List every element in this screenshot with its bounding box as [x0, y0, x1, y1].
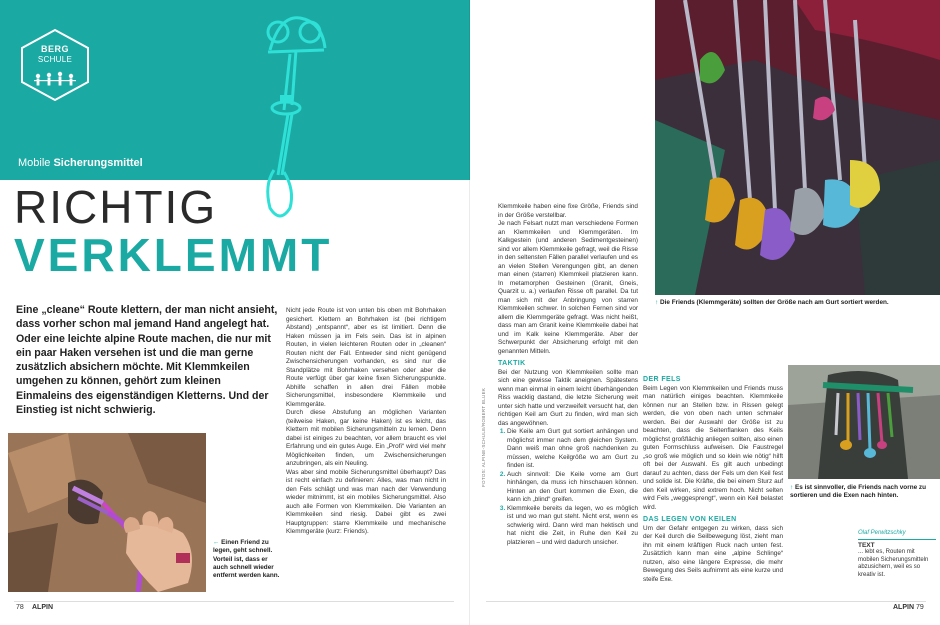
- body-column-2: [498, 203, 638, 547]
- section-heading-legen: DAS LEGEN VON KEILEN: [643, 516, 737, 523]
- caption-harness: ↑ Es ist sinnvoller, die Friends nach vorne zu sortieren und die Exen nach hinten.: [790, 484, 927, 500]
- photo-harness-gear: [788, 365, 940, 479]
- list-item: 1. Die Keile am Gurt gut sortiert anhängen und möglichst immer nach dem gleichen System. Dann weiß man ohne groß nachdenken zu müssen, welche Keilgröße wo am Gurt zu finden ist.: [507, 428, 638, 471]
- badge-line1: BERG: [40, 44, 69, 54]
- lead-paragraph: Eine „cleane“ Route klettern, der man nicht ansieht, dass vorher schon mal jemand Hand angelegt hat. Oder eine leichte alpine Route machen, die nur mit ein paar Haken versehen ist und die man gerne zusätzlich absichern möchte. Mit Klemmkeilen umgehen zu können, gehört zum kleinen Einmaleins des eigenständigen Kletterns. Und der Einstieg ist nicht schwierig.: [16, 304, 278, 417]
- arrow-up-icon: ↑: [790, 484, 794, 491]
- tactics-list: [498, 428, 638, 547]
- photo-credit: FOTOS: ALPINE-SCHULE/ROBERT BLUEK: [481, 387, 486, 487]
- body-paragraph: Durch diese Abstufung an möglichen Varianten (teilweise Haken, gar keine Haken) ist es leicht, das Klettern mit mobilen Sicherungsmitteln zu lernen. Denn dabei ist einiges zu beachten, vor allem braucht es viel Erfahrung und ein gutes Auge. Ein „Profi“ wird viel mehr Möglichkeiten finden, um Zwischensicherungen anzubringen, als ein Neuling.: [286, 409, 446, 467]
- bergschule-logo: [18, 28, 92, 102]
- body-paragraph: Um der Gefahr entgegen zu wirken, dass sich der Keil durch die Seilbewegung löst, zieht man ihn mit einem kräftigen Ruck nach unten fest. Zusätzlich kann man eine „alpine Schlinge“ nutzen, also eine längere Expresse, die mehr Bewegung des Seils aufnimmt als eine kurze und steife Exe.: [643, 524, 783, 583]
- title-line2: VERKLEMMT: [14, 229, 333, 281]
- title-line1: RICHTIG: [14, 181, 218, 233]
- body-paragraph: Nicht jede Route ist von unten bis oben mit Bohrhaken gesichert. Klettern an Bohrhaken ist (bei richtigem Abstand) „entspannt“, aber es ist limitiert. Denn die Haken müssen ja im Fels sein. Das ist in alpinen Routen, in vielen leichteren Routen oder in „cleanen“ Routen nicht der Fall. Entweder sind nicht genügend Zwischensicherungen vorhanden, es sind nur die Standplätze mit Bohrhaken versehen oder aber die Route verfügt über gar keine fixen Sicherungspunkte. Abhilfe schaffen in allen drei Fällen mobile Sicherungsmittel, insbesondere Klemmkeile und Klemmgeräte.: [286, 307, 446, 408]
- badge-line2: SCHULE: [37, 55, 73, 64]
- body-paragraph: Je nach Felsart nutzt man verschiedene Formen an Klemmkeilen und Klemmgeräten. Im Kalkgestein (und anderen Sedimentgesteinen) sind vor allem Klemmkeile gefragt, weil die Risse in den seltensten Fällen parallel verlaufen und es an vielen Stellen Verengungen gibt, an denen man einen (starren) Klemmkeil platzieren kann. In metamorphen Gesteinen (Granit, Gneis, Quarzit u. a.) verlaufen Risse oft parallel. Da tut man sich mit der Anbringung von starren Klemmkeilen schwer. In solchen Fernen sind vor allem die Klemmgeräte gefragt. Was nicht heißt, dass man am Granit keine Klemmkeile dabei hat und im Kalk keine Klemmgeräte. Aber der Schwerpunkt der Absicherung erfolgt mit den genannten Mitteln.: [498, 220, 638, 355]
- caption-hand: ← Einen Friend zu legen, geht schnell. Vorteil ist, dass er auch schnell wieder entfernt werden kann.: [213, 539, 280, 580]
- magazine-name-left: ALPIN: [32, 604, 53, 611]
- body-paragraph: Klemmkeile haben eine fixe Größe, Friends sind in der Größe verstellbar.: [498, 203, 638, 219]
- body-column-3: [643, 376, 783, 584]
- author-role: TEXT: [858, 541, 875, 549]
- list-item: 2. Auch sinnvoll: Die Keile vorne am Gurt hinhängen, da muss ich hinschauen können. Hinten an den Gurt kommen die Exen, die kann ich „blind“ greifen.: [507, 471, 638, 505]
- body-column-1: [286, 307, 446, 537]
- arrow-up-icon: ↑: [655, 299, 659, 306]
- footer-rule-right: [486, 601, 926, 602]
- section-heading-fels: DER FELS: [643, 376, 681, 383]
- footer-rule-left: [14, 601, 454, 602]
- photo-cam-rack: [655, 0, 940, 295]
- author-box: [858, 530, 936, 580]
- list-item: 3. Klemmkeile bereits da legen, wo es möglich ist und wo man gut steht. Nicht erst, wenn es schwierig wird. Dann wird man hektisch und hat nicht die Zeit, in Ruhe den Keil zu platzieren – und wird dadurch unsicher.: [507, 505, 638, 548]
- author-name: Olaf Perwitzschky: [858, 530, 936, 540]
- page-number-right: 79: [916, 604, 924, 611]
- author-bio: ... lebt es, Routen mit mobilen Sicherungsmitteln abzusichern, weil es so kreativ ist.: [858, 549, 929, 578]
- camming-device-illustration: [240, 10, 340, 225]
- caption-cams: ↑ Die Friends (Klemmgeräte) sollten der Größe nach am Gurt sortiert werden.: [655, 299, 889, 306]
- body-paragraph: Was aber sind mobile Sicherungsmittel überhaupt? Das ist recht einfach zu definieren: Alles, was man nicht in den Fels schlägt und was man nach der Verwendung wieder mitnimmt, ist ein mobiles Sicherungsmittel. Also auch alle Formen von Klemmkeilen. Die Varianten an Klemmkeilen sind riesig. Dabei gibt es zwei Hauptgruppen: starre Klemmkeile und mechanische Klemmgeräte (kurz: Friends).: [286, 468, 446, 535]
- arrow-left-icon: ←: [213, 539, 220, 546]
- kicker: Mobile Sicherungsmittel: [18, 157, 143, 169]
- photo-hand-placing-friend: [8, 433, 206, 592]
- page-gutter: [469, 0, 470, 625]
- body-paragraph: Bei der Nutzung von Klemmkeilen sollte man sich eine gewisse Taktik aneignen. Spätestens wenn man einmal in einem leicht überhängenden Riss wacklig dastand, die letzte Sicherung weit unter sich hatte und verzweifelt versucht hat, den richtigen Keil am Gurt zu finden, wird man sich das angewöhnen.: [498, 368, 638, 427]
- section-heading-taktik: TAKTIK: [498, 360, 526, 367]
- magazine-name-right: ALPIN: [893, 604, 914, 611]
- body-paragraph: Beim Legen von Klemmkeilen und Friends muss man natürlich einiges beachten. Klemmkeile können nur an Stellen bzw. in Rissen gelegt werden, die von oben nach unten schmaler werden. Bei der Auswahl der Größe ist zu beachten, dass die Seitenflanken des Keils möglichst großflächig anliegen sollten, also einen guten Formschluss aufweisen. Die Faustregel „so groß wie möglich und so klein wie nötig“ hilft oft bei der Auswahl. Es gilt auch unbedingt darauf zu achten, dass der Fels um den Keil fest und solide ist. Die Kräfte, die bei einem Sturz auf den Keil wirken, sind extrem hoch. Nicht selten wird Fels „weggesprengt“, wenn ein Keil belastet wird.: [643, 384, 783, 511]
- page-number-left: 78: [16, 604, 24, 611]
